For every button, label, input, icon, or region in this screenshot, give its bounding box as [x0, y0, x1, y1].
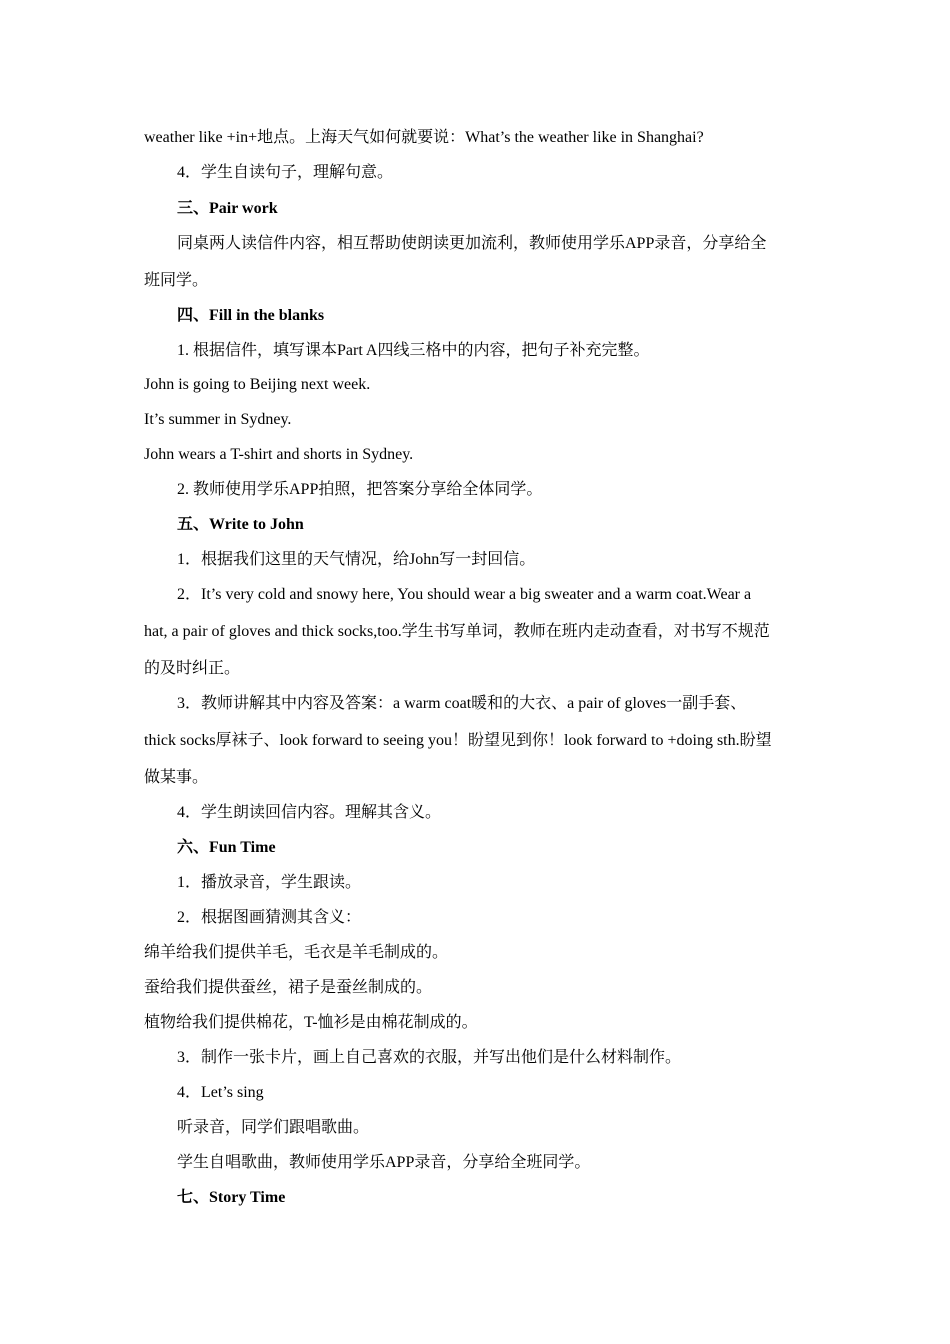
section-heading-fun-time: 六、Fun Time: [177, 839, 276, 856]
paragraph-line: hat, a pair of gloves and thick socks,too.学生书写单词，教师在班内走动查看，对书写不规范: [144, 623, 770, 640]
list-item: 4．学生自读句子，理解句意。: [177, 164, 394, 181]
list-item: 2．It’s very cold and snowy here, You should wear a big sweater and a warm coat.Wear a: [177, 586, 752, 603]
section-heading-pair-work: 三、Pair work: [177, 200, 278, 217]
list-item: 2．根据图画猜测其含义：: [177, 909, 362, 926]
list-item: 1．根据我们这里的天气情况，给John写一封回信。: [177, 551, 536, 568]
paragraph-line: thick socks厚袜子、look forward to seeing you！盼望见到你！look forward to +doing sth.盼望: [144, 732, 772, 749]
paragraph-line: 的及时纠正。: [144, 660, 241, 677]
paragraph-line: 植物给我们提供棉花，T-恤衫是由棉花制成的。: [144, 1014, 478, 1031]
example-sentence: John is going to Beijing next week.: [144, 376, 371, 393]
section-heading-fill-in-the-blanks: 四、Fill in the blanks: [177, 307, 325, 324]
list-item: 4．学生朗读回信内容。理解其含义。: [177, 804, 442, 821]
example-sentence: John wears a T-shirt and shorts in Sydney.: [144, 446, 414, 463]
paragraph-line: 学生自唱歌曲，教师使用学乐APP录音，分享给全班同学。: [177, 1154, 591, 1171]
list-item: 3．制作一张卡片，画上自己喜欢的衣服，并写出他们是什么材料制作。: [177, 1049, 682, 1066]
paragraph-line: 同桌两人读信件内容，相互帮助使朗读更加流利，教师使用学乐APP录音，分享给全: [177, 235, 767, 252]
example-sentence: It’s summer in Sydney.: [144, 411, 292, 428]
paragraph-line: 蚕给我们提供蚕丝，裙子是蚕丝制成的。: [144, 979, 433, 996]
section-heading-story-time: 七、Story Time: [177, 1189, 286, 1206]
paragraph-line: 做某事。: [144, 769, 209, 786]
paragraph-line: 绵羊给我们提供羊毛，毛衣是羊毛制成的。: [144, 944, 449, 961]
list-item: 2. 教师使用学乐APP拍照，把答案分享给全体同学。: [177, 481, 543, 498]
list-item: 4．Let’s sing: [177, 1084, 264, 1101]
paragraph-line: 听录音，同学们跟唱歌曲。: [177, 1119, 370, 1136]
section-heading-write-to-john: 五、Write to John: [177, 516, 304, 533]
list-item: 1. 根据信件，填写课本Part A四线三格中的内容，把句子补充完整。: [177, 342, 650, 359]
list-item: 3．教师讲解其中内容及答案：a warm coat暖和的大衣、a pair of gloves一副手套、: [177, 695, 747, 712]
paragraph-line: 班同学。: [144, 272, 209, 289]
list-item: 1．播放录音，学生跟读。: [177, 874, 362, 891]
paragraph-line: weather like +in+地点。上海天气如何就要说：What’s the weather like in Shanghai?: [144, 129, 704, 146]
